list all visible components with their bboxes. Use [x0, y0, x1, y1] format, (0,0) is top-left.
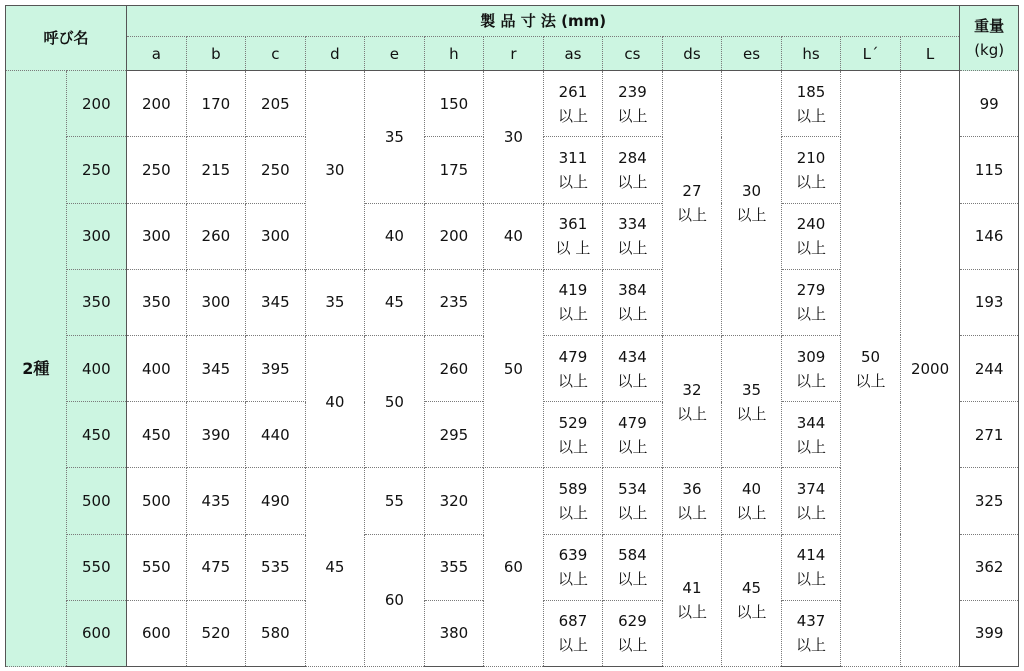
cell-d: 35 [305, 269, 365, 335]
cell-r: 40 [484, 203, 544, 269]
col-hs: hs [781, 37, 841, 71]
cell-a: 500 [127, 468, 187, 534]
cell-b: 170 [186, 71, 246, 137]
cell-c: 345 [246, 269, 306, 335]
cell-as: 311 以上 [543, 137, 603, 203]
cell-es: 45 以上 [722, 534, 782, 667]
size-cell: 250 [66, 137, 127, 203]
cell-b: 260 [186, 203, 246, 269]
cell-a: 300 [127, 203, 187, 269]
cell-cs: 629 以上 [603, 600, 663, 666]
cell-e: 60 [365, 534, 425, 667]
size-cell: 550 [66, 534, 127, 600]
cell-h: 295 [424, 402, 484, 468]
cell-cs: 434 以上 [603, 335, 663, 401]
cell-as: 419 以上 [543, 269, 603, 335]
size-cell: 350 [66, 269, 127, 335]
col-cs: cs [603, 37, 663, 71]
cell-as: 479 以上 [543, 335, 603, 401]
cell-a: 550 [127, 534, 187, 600]
cell-b: 300 [186, 269, 246, 335]
cell-b: 390 [186, 402, 246, 468]
cell-a: 200 [127, 71, 187, 137]
cell-cs: 479 以上 [603, 402, 663, 468]
cell-c: 490 [246, 468, 306, 534]
cell-as: 639 以上 [543, 534, 603, 600]
cell-hs: 240 以上 [781, 203, 841, 269]
size-cell: 300 [66, 203, 127, 269]
cell-h: 260 [424, 335, 484, 401]
cell-a: 250 [127, 137, 187, 203]
cell-h: 380 [424, 600, 484, 666]
cell-h: 200 [424, 203, 484, 269]
cell-ds: 32 以上 [662, 335, 722, 467]
cell-e: 35 [365, 71, 425, 203]
table-row [6, 71, 1019, 137]
cell-e: 55 [365, 468, 425, 534]
cell-a: 400 [127, 335, 187, 401]
cell-a: 450 [127, 402, 187, 468]
size-cell: 400 [66, 335, 127, 401]
cell-hs: 344 以上 [781, 402, 841, 468]
cell-weight: 193 [960, 269, 1019, 335]
cell-r: 60 [484, 468, 544, 667]
cell-hs: 309 以上 [781, 335, 841, 401]
col-a: a [127, 37, 187, 71]
cell-cs: 284 以上 [603, 137, 663, 203]
cell-b: 215 [186, 137, 246, 203]
cell-weight: 399 [960, 600, 1019, 666]
col-d: d [305, 37, 365, 71]
cell-b: 345 [186, 335, 246, 401]
cell-h: 355 [424, 534, 484, 600]
nominal-header: 呼び名 [6, 6, 127, 71]
cell-c: 535 [246, 534, 306, 600]
dims-title: 製 品 寸 法 (mm) [127, 6, 960, 37]
cell-weight: 146 [960, 203, 1019, 269]
col-L: L [900, 37, 960, 71]
col-lprime: L´ [841, 37, 901, 71]
cell-ds: 41 以上 [662, 534, 722, 667]
cell-as: 687 以上 [543, 600, 603, 666]
cell-c: 300 [246, 203, 306, 269]
col-ds: ds [662, 37, 722, 71]
cell-a: 600 [127, 600, 187, 666]
cell-cs: 239 以上 [603, 71, 663, 137]
cell-cs: 334 以上 [603, 203, 663, 269]
cell-d: 30 [305, 71, 365, 270]
cell-e: 50 [365, 335, 425, 467]
cell-hs: 414 以上 [781, 534, 841, 600]
cell-h: 150 [424, 71, 484, 137]
col-e: e [365, 37, 425, 71]
cell-b: 435 [186, 468, 246, 534]
cell-r: 30 [484, 71, 544, 203]
cell-es: 30 以上 [722, 71, 782, 336]
cell-h: 235 [424, 269, 484, 335]
cell-es: 40 以上 [722, 468, 782, 534]
cell-as: 361 以 上 [543, 203, 603, 269]
cell-weight: 362 [960, 534, 1019, 600]
cell-as: 261 以上 [543, 71, 603, 137]
cell-h: 320 [424, 468, 484, 534]
size-cell: 200 [66, 71, 127, 137]
cell-weight: 325 [960, 468, 1019, 534]
cell-hs: 279 以上 [781, 269, 841, 335]
col-b: b [186, 37, 246, 71]
cell-e: 40 [365, 203, 425, 269]
cell-c: 580 [246, 600, 306, 666]
size-cell: 600 [66, 600, 127, 666]
cell-cs: 584 以上 [603, 534, 663, 600]
cell-e: 45 [365, 269, 425, 335]
size-cell: 450 [66, 402, 127, 468]
cell-weight: 115 [960, 137, 1019, 203]
cell-ds: 36 以上 [662, 468, 722, 534]
spec-table [5, 5, 1019, 667]
cell-ds: 27 以上 [662, 71, 722, 336]
cell-weight: 99 [960, 71, 1019, 137]
cell-b: 520 [186, 600, 246, 666]
cell-weight: 271 [960, 402, 1019, 468]
cell-weight: 244 [960, 335, 1019, 401]
size-cell: 500 [66, 468, 127, 534]
cell-hs: 185 以上 [781, 71, 841, 137]
cell-hs: 437 以上 [781, 600, 841, 666]
cell-hs: 374 以上 [781, 468, 841, 534]
cell-b: 475 [186, 534, 246, 600]
cell-as: 589 以上 [543, 468, 603, 534]
cell-h: 175 [424, 137, 484, 203]
cell-c: 440 [246, 402, 306, 468]
col-r: r [484, 37, 544, 71]
weight-header: 重量 (kg) [960, 6, 1019, 71]
col-c: c [246, 37, 306, 71]
cell-cs: 384 以上 [603, 269, 663, 335]
cell-c: 250 [246, 137, 306, 203]
cell-c: 395 [246, 335, 306, 401]
col-as: as [543, 37, 603, 71]
cell-as: 529 以上 [543, 402, 603, 468]
cell-d: 45 [305, 468, 365, 667]
cell-r: 50 [484, 269, 544, 468]
cell-es: 35 以上 [722, 335, 782, 467]
group-label: 2種 [6, 71, 67, 667]
cell-d: 40 [305, 335, 365, 467]
cell-L: 2000 [900, 71, 960, 667]
cell-a: 350 [127, 269, 187, 335]
cell-c: 205 [246, 71, 306, 137]
col-es: es [722, 37, 782, 71]
cell-cs: 534 以上 [603, 468, 663, 534]
cell-hs: 210 以上 [781, 137, 841, 203]
col-h: h [424, 37, 484, 71]
cell-lprime: 50 以上 [841, 71, 901, 667]
